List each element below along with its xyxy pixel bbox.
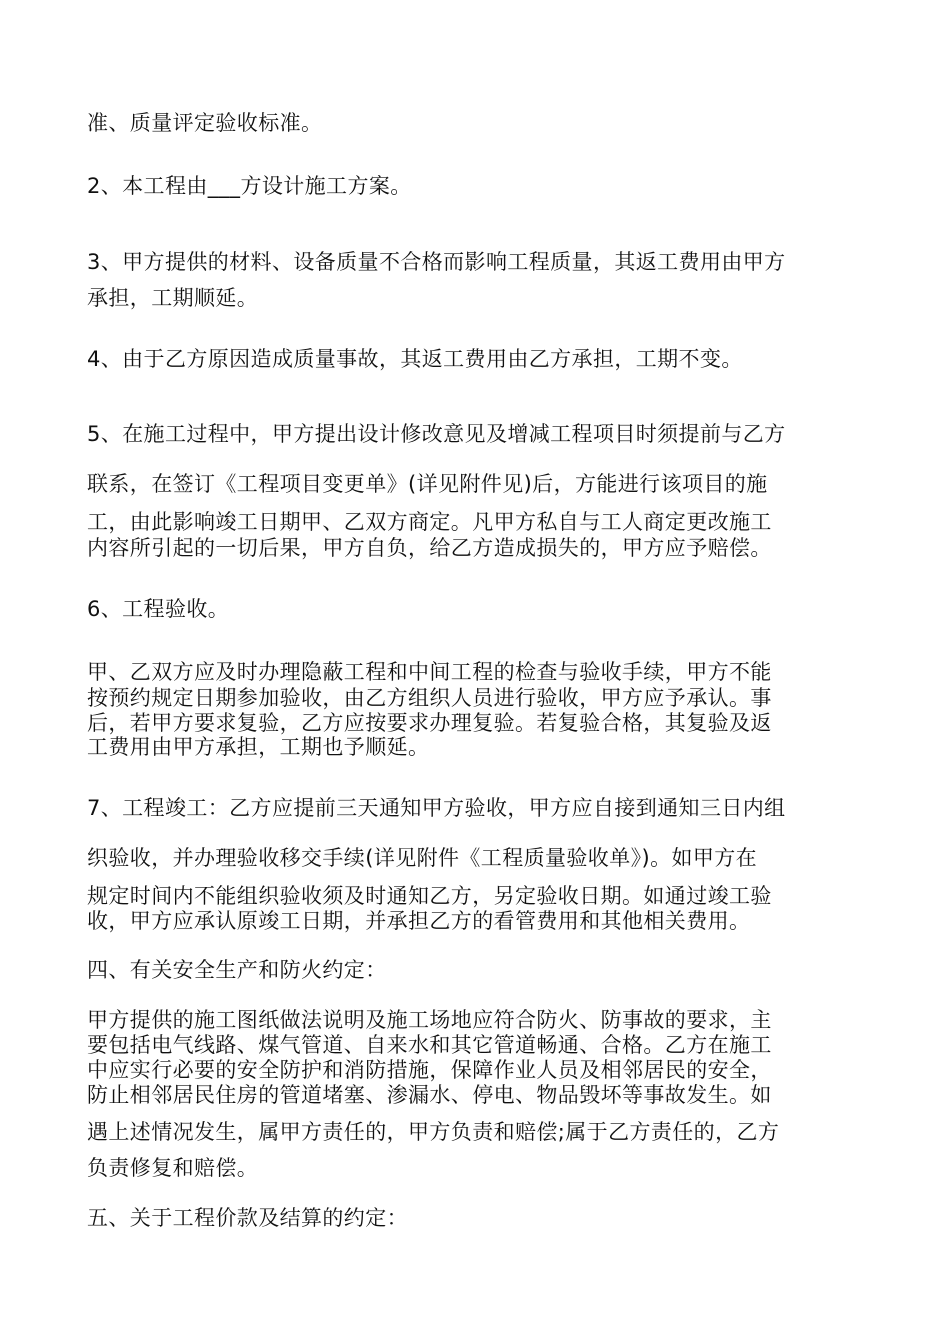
text-line: 防止相邻居民住房的管道堵塞、渗漏水、停电、物品毁坏等事故发生。如 (87, 1083, 772, 1107)
text-line: 按预约规定日期参加验收，由乙方组织人员进行验收，甲方应予承认。事 (87, 686, 772, 710)
text-line: 工费用由甲方承担，工期也予顺延。 (87, 735, 430, 759)
text-line: 遇上述情况发生，属甲方责任的，甲方负责和赔偿;属于乙方责任的，乙方 (87, 1120, 780, 1144)
text-line: 7、工程竣工：乙方应提前三天通知甲方验收，甲方应自接到通知三日内组 (87, 796, 786, 820)
text-line: 要包括电气线路、煤气管道、自来水和其它管道畅通、合格。乙方在施工 (87, 1033, 772, 1057)
text-line: 内容所引起的一切后果，甲方自负，给乙方造成损失的，甲方应予赔偿。 (87, 536, 772, 560)
text-line: 3、甲方提供的材料、设备质量不合格而影响工程质量，其返工费用由甲方 (87, 250, 786, 274)
text-line: 准、质量评定验收标准。 (87, 111, 323, 135)
text-line: 中应实行必要的安全防护和消防措施，保障作业人员及相邻居民的安全， (87, 1058, 772, 1082)
text-line: 联系，在签订《工程项目变更单》(详见附件见)后，方能进行该项目的施 (87, 472, 768, 496)
text-line: 甲、乙双方应及时办理隐蔽工程和中间工程的检查与验收手续，甲方不能 (87, 660, 772, 684)
text-line: 2、本工程由___方设计施工方案。 (87, 174, 412, 198)
text-line: 织验收，并办理验收移交手续(详见附件《工程质量验收单》)。如甲方在 (87, 846, 758, 870)
text-line: 规定时间内不能组织验收须及时通知乙方，另定验收日期。如通过竣工验 (87, 884, 772, 908)
text-line: 6、工程验收。 (87, 597, 230, 621)
text-line: 承担，工期顺延。 (87, 286, 259, 310)
text-line: 收，甲方应承认原竣工日期，并承担乙方的看管费用和其他相关费用。 (87, 909, 751, 933)
text-line: 5、在施工过程中，甲方提出设计修改意见及增减工程项目时须提前与乙方 (87, 422, 786, 446)
text-line: 工，由此影响竣工日期甲、乙双方商定。凡甲方私自与工人商定更改施工 (87, 510, 772, 534)
text-line: 负责修复和赔偿。 (87, 1156, 259, 1180)
text-line: 五、关于工程价款及结算的约定： (87, 1206, 408, 1230)
text-line: 四、有关安全生产和防火约定： (87, 958, 387, 982)
text-line: 后，若甲方要求复验，乙方应按要求办理复验。若复验合格，其复验及返 (87, 711, 772, 735)
text-line: 甲方提供的施工图纸做法说明及施工场地应符合防火、防事故的要求，主 (87, 1008, 772, 1032)
text-line: 4、由于乙方原因造成质量事故，其返工费用由乙方承担，工期不变。 (87, 347, 743, 371)
